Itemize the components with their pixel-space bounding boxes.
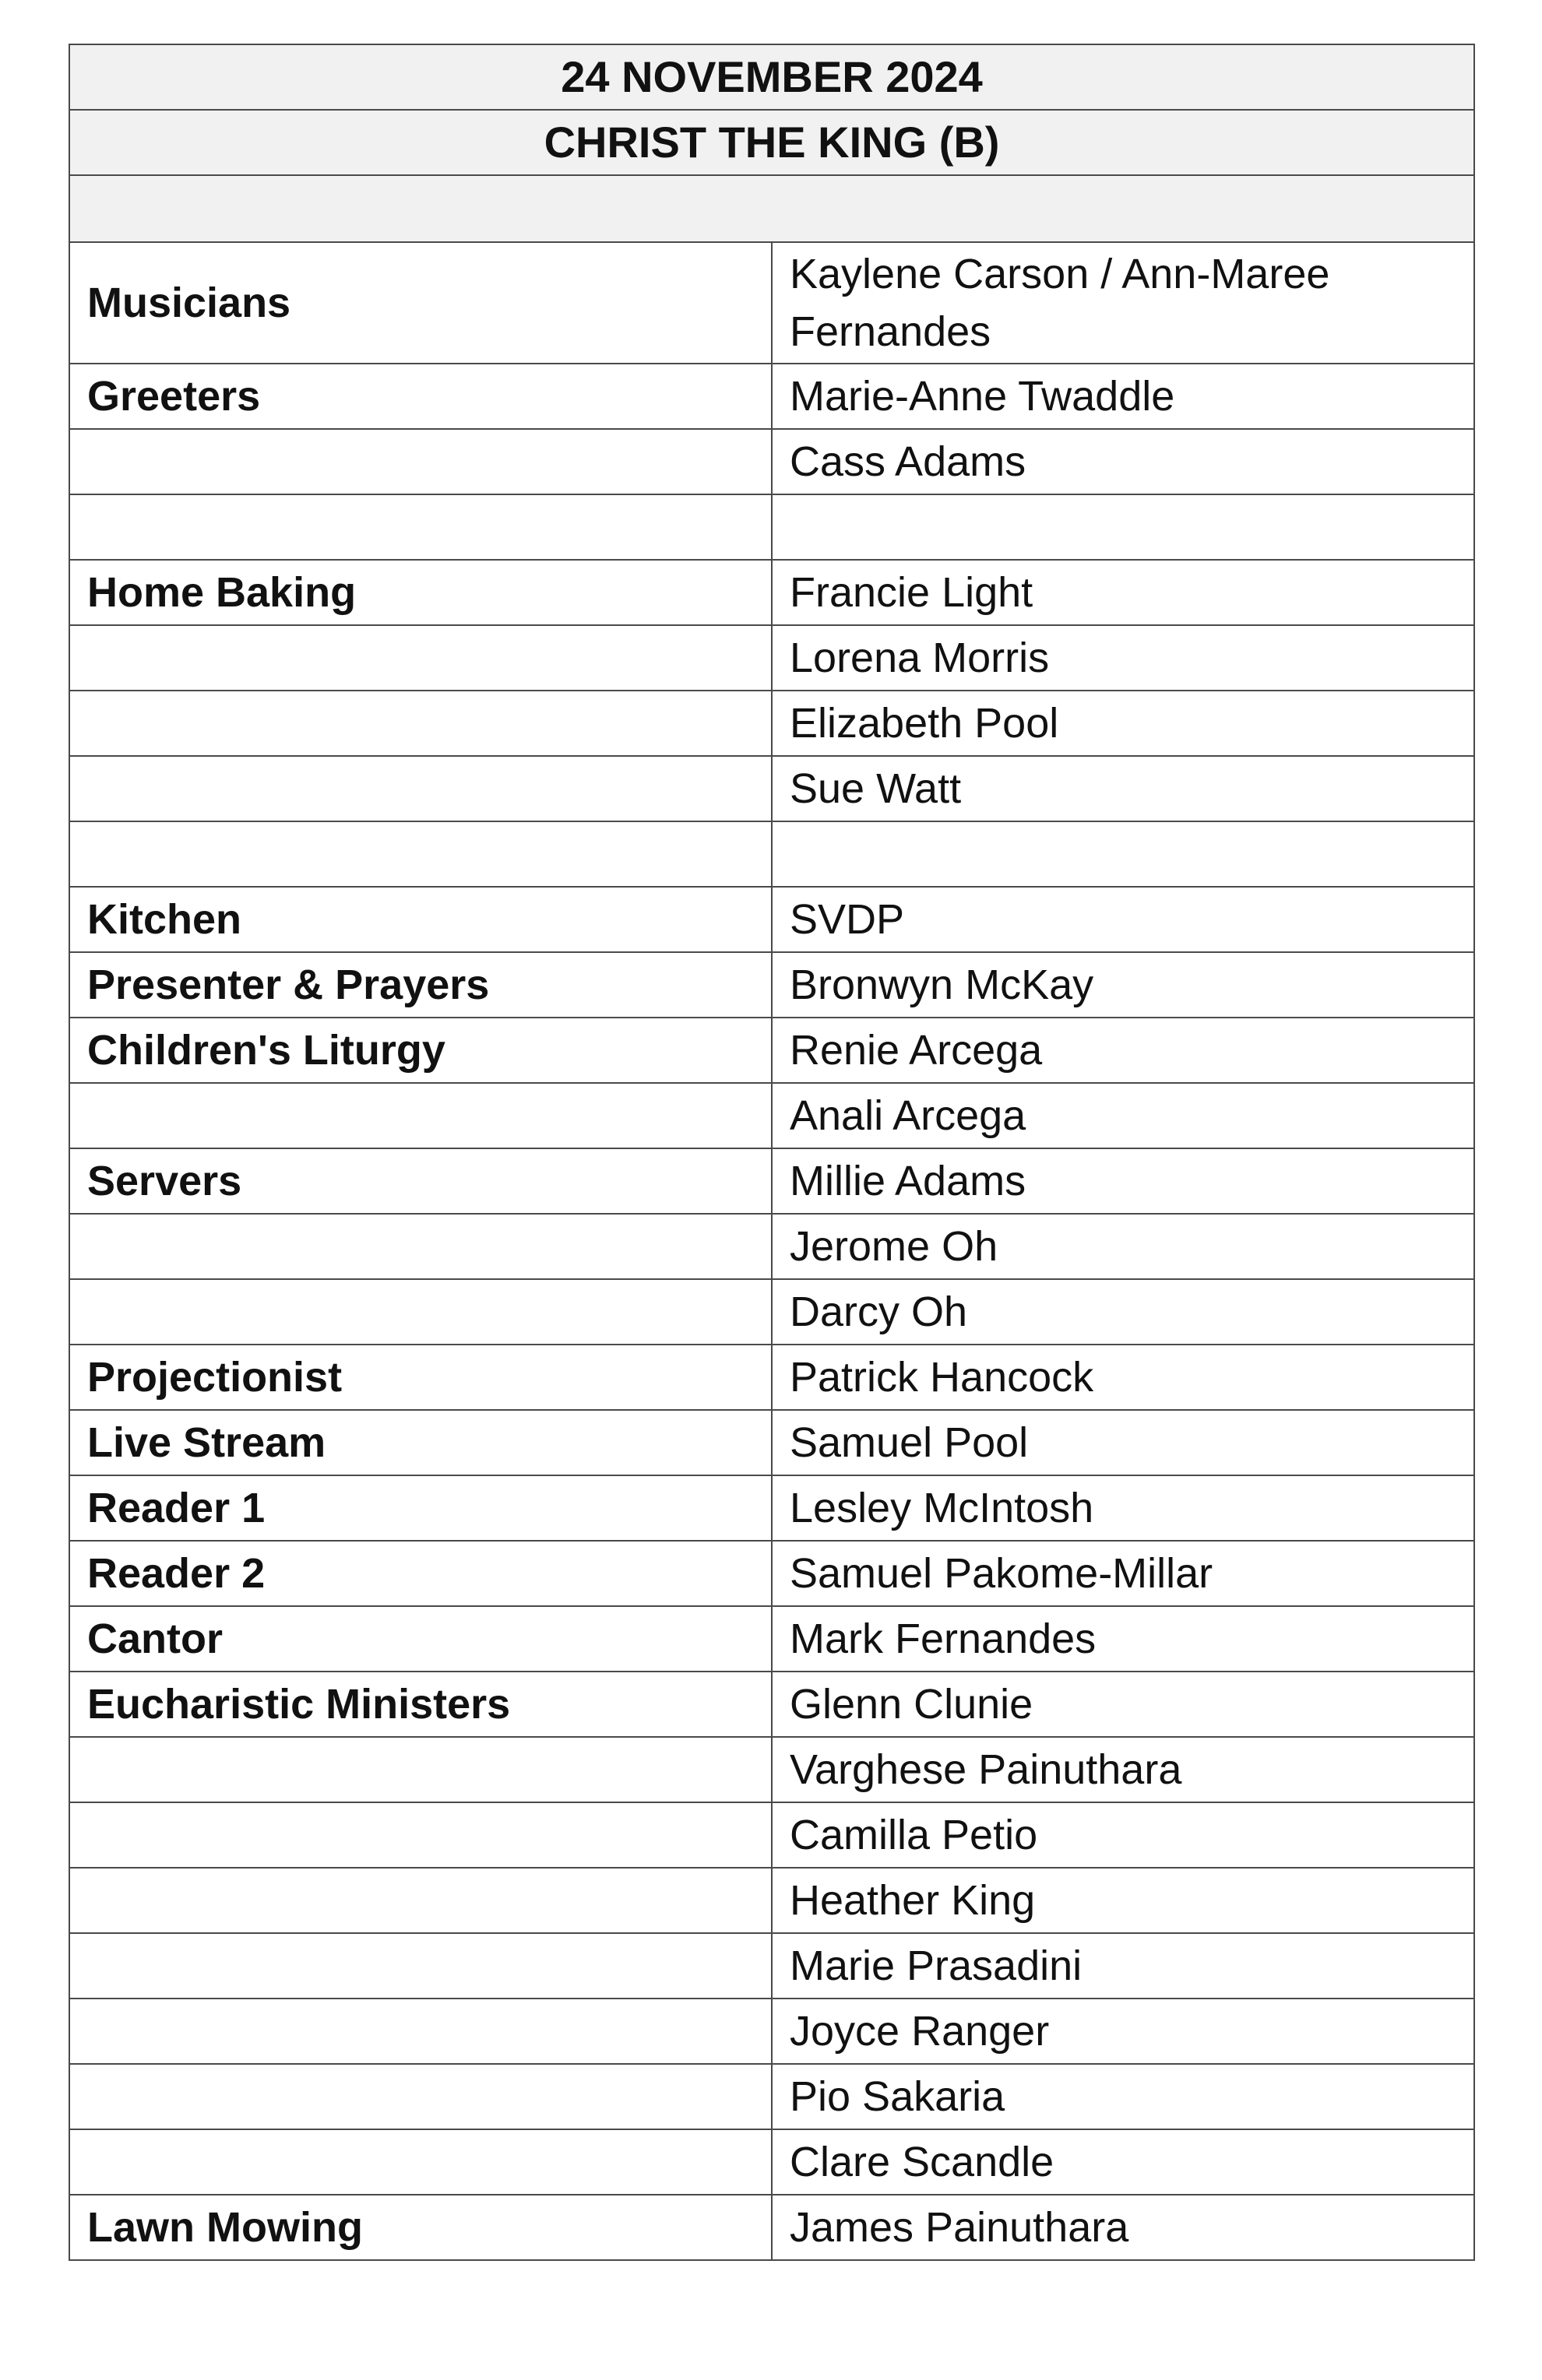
- name-cell: James Painuthara: [772, 2195, 1474, 2260]
- table-row: [69, 1802, 1474, 1868]
- table-row: [69, 1672, 1474, 1737]
- table-row: [69, 1018, 1474, 1083]
- table-row: [69, 560, 1474, 625]
- name-cell: Pio Sakaria: [772, 2064, 1474, 2129]
- header-row-feast: [69, 110, 1474, 175]
- table-row: [69, 691, 1474, 756]
- name-cell: Jerome Oh: [772, 1214, 1474, 1279]
- table-row: [69, 1279, 1474, 1345]
- name-cell: Samuel Pool: [772, 1410, 1474, 1475]
- table-row: [69, 2064, 1474, 2129]
- role-cell: [69, 1279, 772, 1345]
- name-cell: Lesley McIntosh: [772, 1475, 1474, 1541]
- header-row-blank: [69, 175, 1474, 242]
- table-row: [69, 1083, 1474, 1148]
- role-cell: Reader 2: [69, 1541, 772, 1606]
- date-heading: 24 NOVEMBER 2024: [69, 44, 1474, 110]
- name-cell: [772, 821, 1474, 887]
- name-cell: SVDP: [772, 887, 1474, 952]
- role-cell: Reader 1: [69, 1475, 772, 1541]
- table-row: [69, 2129, 1474, 2195]
- role-cell: [69, 756, 772, 821]
- table-row: [69, 1737, 1474, 1802]
- role-cell: Home Baking: [69, 560, 772, 625]
- table-row: [69, 952, 1474, 1018]
- roster-body: [69, 44, 1474, 2260]
- role-cell: Cantor: [69, 1606, 772, 1672]
- role-cell: [69, 1737, 772, 1802]
- name-cell: Lorena Morris: [772, 625, 1474, 691]
- table-row: [69, 494, 1474, 560]
- role-cell: [69, 1933, 772, 1999]
- role-cell: [69, 821, 772, 887]
- name-cell: Mark Fernandes: [772, 1606, 1474, 1672]
- role-cell: [69, 1999, 772, 2064]
- name-cell: [772, 242, 1474, 364]
- role-cell: [69, 494, 772, 560]
- name-cell: [772, 494, 1474, 560]
- name-cell: Heather King: [772, 1868, 1474, 1933]
- role-cell: [69, 1083, 772, 1148]
- table-row: [69, 821, 1474, 887]
- name-cell: Joyce Ranger: [772, 1999, 1474, 2064]
- role-cell: [69, 1868, 772, 1933]
- role-cell: [69, 1802, 772, 1868]
- table-row: [69, 756, 1474, 821]
- name-cell: Marie Prasadini: [772, 1933, 1474, 1999]
- role-cell: Live Stream: [69, 1410, 772, 1475]
- role-cell: Servers: [69, 1148, 772, 1214]
- role-cell: Projectionist: [69, 1345, 772, 1410]
- table-row: [69, 1410, 1474, 1475]
- role-cell: Children's Liturgy: [69, 1018, 772, 1083]
- name-cell: Francie Light: [772, 560, 1474, 625]
- name-cell: Darcy Oh: [772, 1279, 1474, 1345]
- role-cell: [69, 2129, 772, 2195]
- role-cell: Eucharistic Ministers: [69, 1672, 772, 1737]
- blank-heading: [69, 175, 1474, 242]
- name-cell: Patrick Hancock: [772, 1345, 1474, 1410]
- table-row: [69, 1148, 1474, 1214]
- name-cell: Cass Adams: [772, 429, 1474, 494]
- name-cell: Camilla Petio: [772, 1802, 1474, 1868]
- table-row: [69, 1475, 1474, 1541]
- role-cell: [69, 625, 772, 691]
- name-line: Kaylene Carson / Ann-Maree: [790, 251, 1330, 297]
- role-cell: [69, 429, 772, 494]
- feast-heading: CHRIST THE KING (B): [69, 110, 1474, 175]
- table-row: [69, 242, 1474, 364]
- role-cell: Kitchen: [69, 887, 772, 952]
- table-row: [69, 1606, 1474, 1672]
- name-cell: Millie Adams: [772, 1148, 1474, 1214]
- table-row: [69, 1214, 1474, 1279]
- table-row: [69, 1345, 1474, 1410]
- role-cell: Musicians: [69, 242, 772, 364]
- header-row-date: [69, 44, 1474, 110]
- name-cell: Anali Arcega: [772, 1083, 1474, 1148]
- role-cell: [69, 2064, 772, 2129]
- name-cell: Glenn Clunie: [772, 1672, 1474, 1737]
- table-row: [69, 429, 1474, 494]
- table-row: [69, 887, 1474, 952]
- role-cell: Lawn Mowing: [69, 2195, 772, 2260]
- table-row: [69, 2195, 1474, 2260]
- role-cell: Greeters: [69, 364, 772, 429]
- table-row: [69, 1868, 1474, 1933]
- role-cell: [69, 691, 772, 756]
- name-cell: Varghese Painuthara: [772, 1737, 1474, 1802]
- name-cell: Bronwyn McKay: [772, 952, 1474, 1018]
- name-cell: Samuel Pakome-Millar: [772, 1541, 1474, 1606]
- name-cell: Marie-Anne Twaddle: [772, 364, 1474, 429]
- table-row: [69, 1933, 1474, 1999]
- role-cell: [69, 1214, 772, 1279]
- roster-table: [69, 44, 1475, 2261]
- table-row: [69, 1999, 1474, 2064]
- table-row: [69, 1541, 1474, 1606]
- name-cell: Renie Arcega: [772, 1018, 1474, 1083]
- table-row: [69, 625, 1474, 691]
- name-cell: Sue Watt: [772, 756, 1474, 821]
- table-row: [69, 364, 1474, 429]
- name-cell: Clare Scandle: [772, 2129, 1474, 2195]
- role-cell: Presenter & Prayers: [69, 952, 772, 1018]
- name-cell: Elizabeth Pool: [772, 691, 1474, 756]
- name-line: Fernandes: [790, 308, 991, 355]
